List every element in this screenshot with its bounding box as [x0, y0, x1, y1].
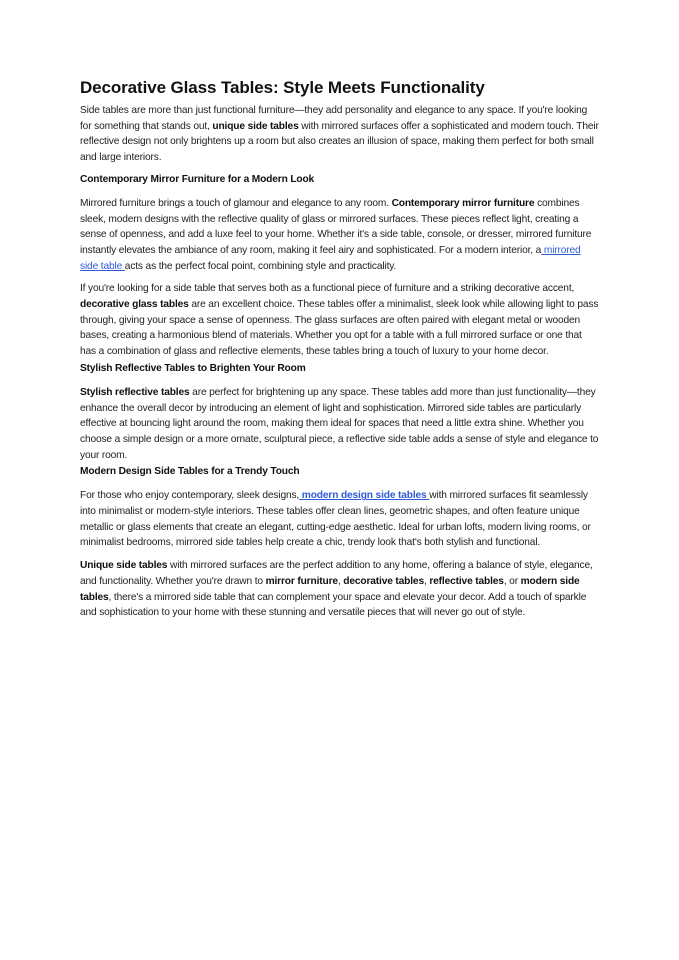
s2p1-text-1: are perfect for brightening up any space. These tables add more than just functionality—they enhance the overall decor by introducing an element of light and sophistication. Mirrored side tables are particularly effective at bouncing light around the room, making them ideal for spaces that need a little extra shine. Whether you choose a simple design or a more ornate, sculptural piece, a reflective side table adds a sense of style and elegance to your room.	[80, 386, 599, 461]
section-heading-modern-design-side-tables: Modern Design Side Tables for a Trendy Touch	[80, 466, 300, 478]
document-body	[80, 78, 600, 628]
s1p1-text-1: Mirrored furniture brings a touch of glamour and elegance to any room.	[80, 197, 392, 209]
modern-design-side-tables-link[interactable]: modern design side tables	[299, 490, 430, 502]
section2-paragraph-1	[80, 385, 600, 464]
intro-text-1: Side tables are more than just functional furniture—they add personality and elegance to any space. If you're looking for something that stands out,	[80, 105, 588, 132]
s3p2-text-5: , there's a mirrored side table that can complement your space and elevate your decor. Add a touch of sparkle and sophistication to your home with these stunning and versatile pieces that will never go out of style.	[80, 591, 587, 619]
s1p2-text-1: If you're looking for a side table that serves both as a functional piece of furniture and a striking decorative accent,	[80, 283, 575, 295]
section3-paragraph-2	[80, 558, 600, 621]
section1-paragraph-1	[80, 196, 600, 275]
s3p2-text-4: , or	[503, 575, 521, 587]
s1p1-bold-contemporary-mirror-furniture: Contemporary mirror furniture	[391, 197, 535, 209]
page-title: Decorative Glass Tables: Style Meets Functionality	[80, 78, 485, 97]
s3p2-bold-decorative-tables: decorative tables	[343, 575, 424, 587]
s3p1-text-1: For those who enjoy contemporary, sleek designs,	[80, 490, 300, 502]
section3-paragraph-1	[80, 488, 600, 551]
s3p2-bold-modern-side-tables: modern side tables	[80, 575, 580, 603]
s2p1-bold-stylish-reflective-tables: Stylish reflective tables	[80, 386, 190, 398]
s3p2-text-1: with mirrored surfaces are the perfect addition to any home, offering a balance of style, elegance, and functionality. Whether you're drawn to	[80, 560, 593, 587]
section-heading-stylish-reflective-tables: Stylish Reflective Tables to Brighten Your Room	[80, 362, 306, 374]
s1p1-text-3: acts as the perfect focal point, combining style and practicality.	[124, 260, 397, 272]
intro-bold-unique-side-tables: unique side tables	[212, 120, 299, 132]
s1p2-text-2: are an excellent choice. These tables offer a minimalist, sleek look while allowing light to pass through, giving your space a sense of openness. The glass surfaces are often paired with elegant metal or wooden bases, creating a harmonious blend of materials. Whether you opt for a table with a full mirrored surface or one that has a combination of glass and reflective elements, these tables bring a touch of luxury to your home decor.	[80, 299, 599, 358]
s3p1-text-2: with mirrored surfaces fit seamlessly into minimalist or modern-style interiors. These tables offer clean lines, geometric shapes, and often feature unique metallic or glass elements that create an elegant, cutting-edge aesthetic. Ideal for urban lofts, modern living rooms, or minimalist bedrooms, mirrored side tables help create a chic, trendy look that's both stylish and functional.	[80, 490, 591, 549]
s3p2-text-2: ,	[337, 575, 344, 587]
s1p2-bold-decorative-glass-tables: decorative glass tables	[80, 299, 189, 311]
s1p1-text-2: combines sleek, modern designs with the reflective quality of glass or mirrored surfaces. These pieces reflect light, creating a sense of openness, and add a luxe feel to your home. Whether it's a side table, console, or dresser, mirrored furniture instantly elevates the ambiance of any room, making it feel airy and sophisticated. For a modern interior, a	[80, 197, 592, 256]
s3p2-bold-reflective-tables: reflective tables	[429, 575, 504, 587]
section1-paragraph-2	[80, 281, 600, 360]
intro-text-2: with mirrored surfaces offer a sophisticated and modern touch. Their reflective design not only brightens up a room but also creates an illusion of space, making them perfect for both small and large interiors.	[80, 120, 599, 164]
section-heading-contemporary-mirror-furniture: Contemporary Mirror Furniture for a Modern Look	[80, 173, 315, 185]
s3p2-bold-unique-side-tables: Unique side tables	[80, 560, 168, 572]
mirrored-side-table-link[interactable]: mirrored side table	[80, 244, 581, 272]
s3p2-bold-mirror-furniture: mirror furniture	[265, 575, 338, 587]
s3p2-text-3: ,	[423, 575, 430, 587]
intro-paragraph	[80, 103, 600, 166]
